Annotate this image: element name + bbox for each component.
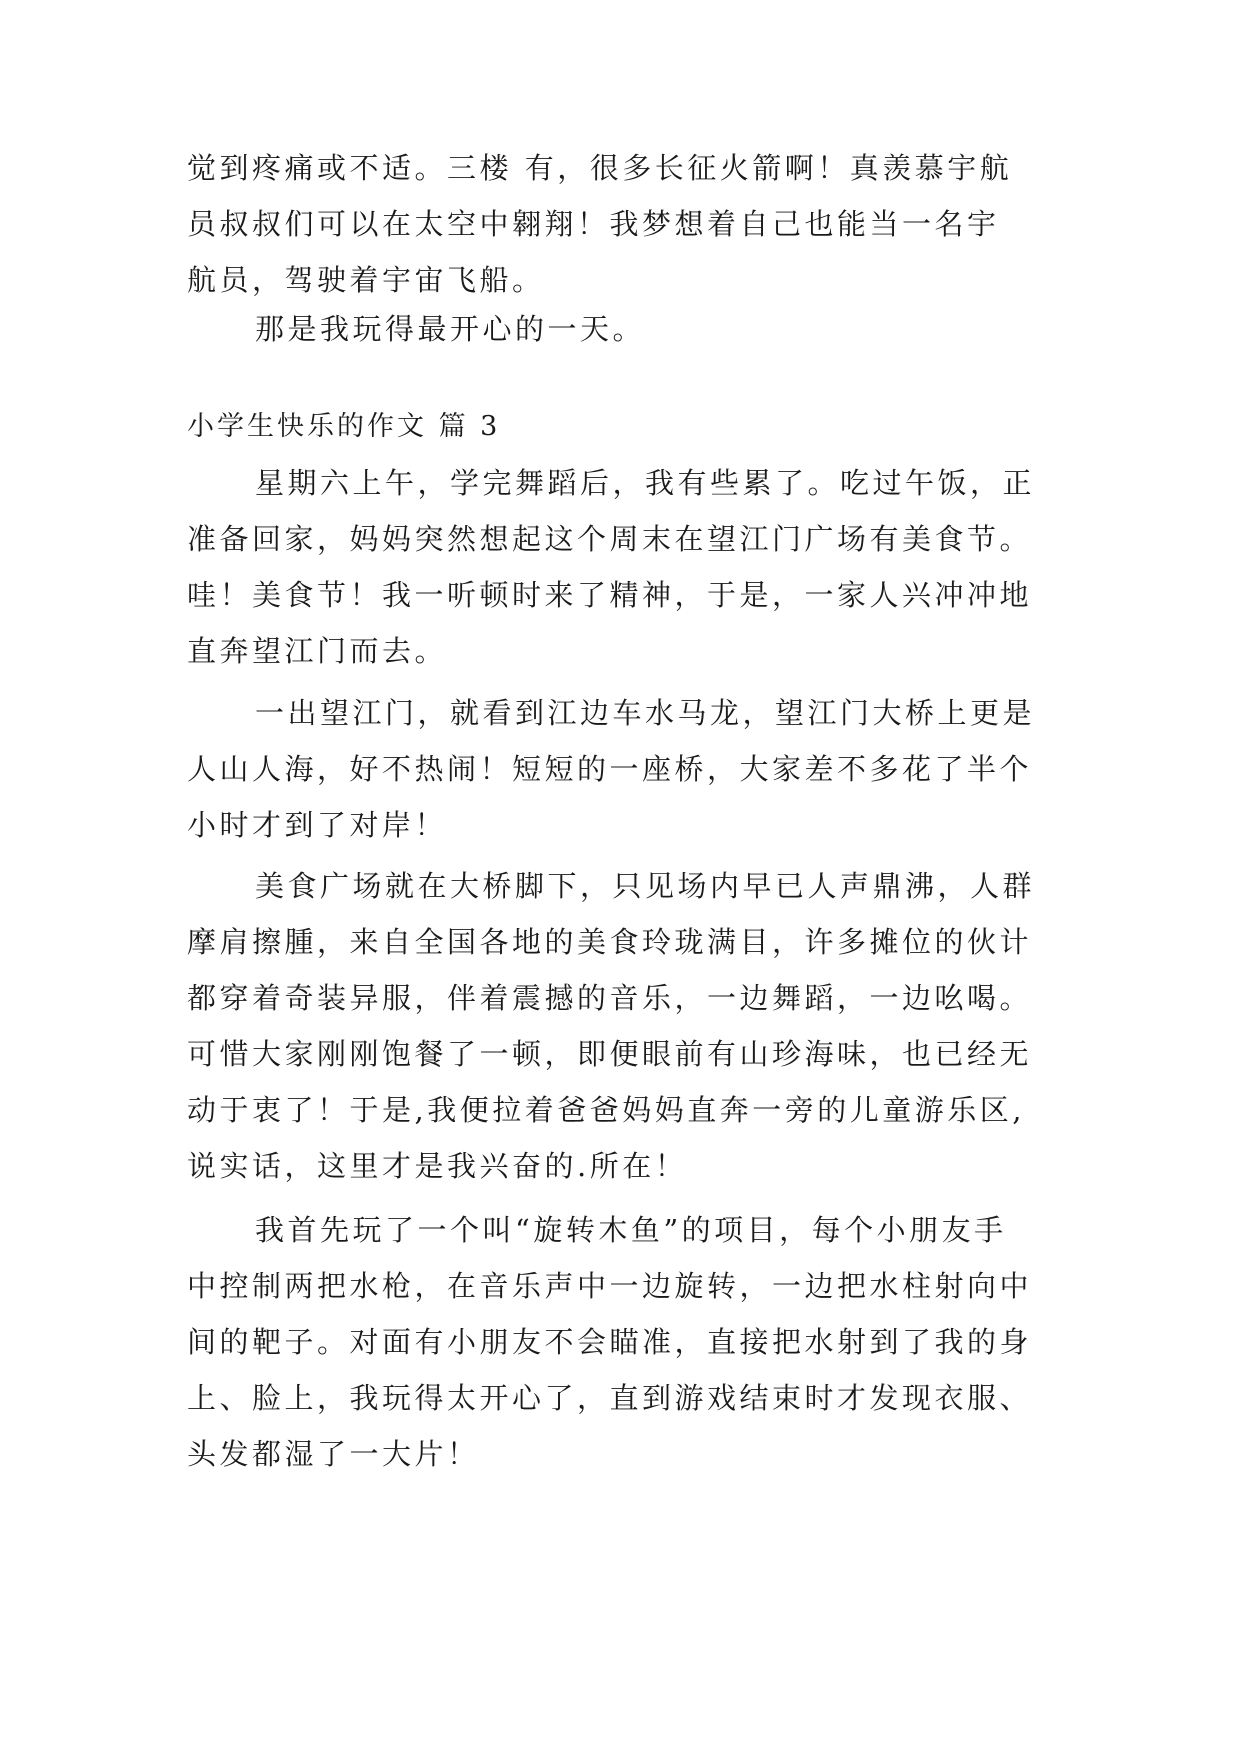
paragraph-line: 人山人海，好不热闹！短短的一座桥，大家差不多花了半个	[187, 752, 1033, 786]
paragraph-line: 员叔叔们可以在太空中翱翔！我梦想着自己也能当一名宇	[187, 207, 1000, 241]
paragraph-line: 头发都湿了一大片！	[187, 1437, 480, 1471]
paragraph-line: 航员，驾驶着宇宙飞船。	[187, 263, 545, 297]
paragraph-line: 摩肩擦腫，来自全国各地的美食玲珑满目，许多摊位的伙计	[187, 925, 1033, 959]
paragraph-line: 一出望江门，就看到江边车水马龙，望江门大桥上更是	[255, 696, 1036, 730]
article-paragraph-4	[187, 1202, 1067, 1482]
article-title: 小学生快乐的作文 篇 3	[187, 411, 501, 442]
paragraph-line: 可惜大家刚刚饱餐了一顿，即便眼前有山珍海味，也已经无	[187, 1037, 1033, 1071]
paragraph-line: 小时才到了对岸！	[187, 808, 448, 842]
paragraph-line: 准备回家，妈妈突然想起这个周末在望江门广场有美食节。	[187, 522, 1033, 556]
paragraph-line: 哇！美食节！我一听顿时来了精神，于是，一家人兴冲冲地	[187, 578, 1033, 612]
article-paragraph-2	[187, 685, 1067, 853]
paragraph-line: 上、脸上，我玩得太开心了，直到游戏结束时才发现衣服、	[187, 1381, 1033, 1415]
paragraph-line: 间的靶子。对面有小朋友不会瞄准，直接把水射到了我的身	[187, 1325, 1033, 1359]
paragraph-line: 觉到疼痛或不适。三楼 有，很多长征火箭啊！真羡慕宇航	[187, 151, 1013, 185]
paragraph-line: 直奔望江门而去。	[187, 634, 448, 668]
paragraph-line: 说实话，这里才是我兴奋的.所在！	[187, 1149, 688, 1183]
paragraph-line: 星期六上午，学完舞蹈后，我有些累了。吃过午饭，正	[255, 466, 1036, 500]
paragraph-line: 动于衷了！于是,我便拉着爸爸妈妈直奔一旁的儿童游乐区,	[187, 1093, 1025, 1127]
article-heading	[187, 399, 1067, 455]
article-paragraph-3	[187, 858, 1067, 1194]
paragraph-line: 我首先玩了一个叫“旋转木鱼”的项目，每个小朋友手	[255, 1213, 1007, 1247]
paragraph-line: 中控制两把水枪，在音乐声中一边旋转，一边把水柱射向中	[187, 1269, 1033, 1303]
paragraph-line: 美食广场就在大桥脚下，只见场内早已人声鼎沸，人群	[255, 869, 1036, 903]
paragraph-line: 都穿着奇装异服，伴着震撼的音乐，一边舞蹈，一边吆喝。	[187, 981, 1033, 1015]
article-paragraph-1	[187, 455, 1067, 679]
paragraph-line: 那是我玩得最开心的一天。	[255, 312, 646, 346]
continuation-paragraph	[187, 140, 1067, 308]
closing-paragraph	[187, 301, 1067, 357]
